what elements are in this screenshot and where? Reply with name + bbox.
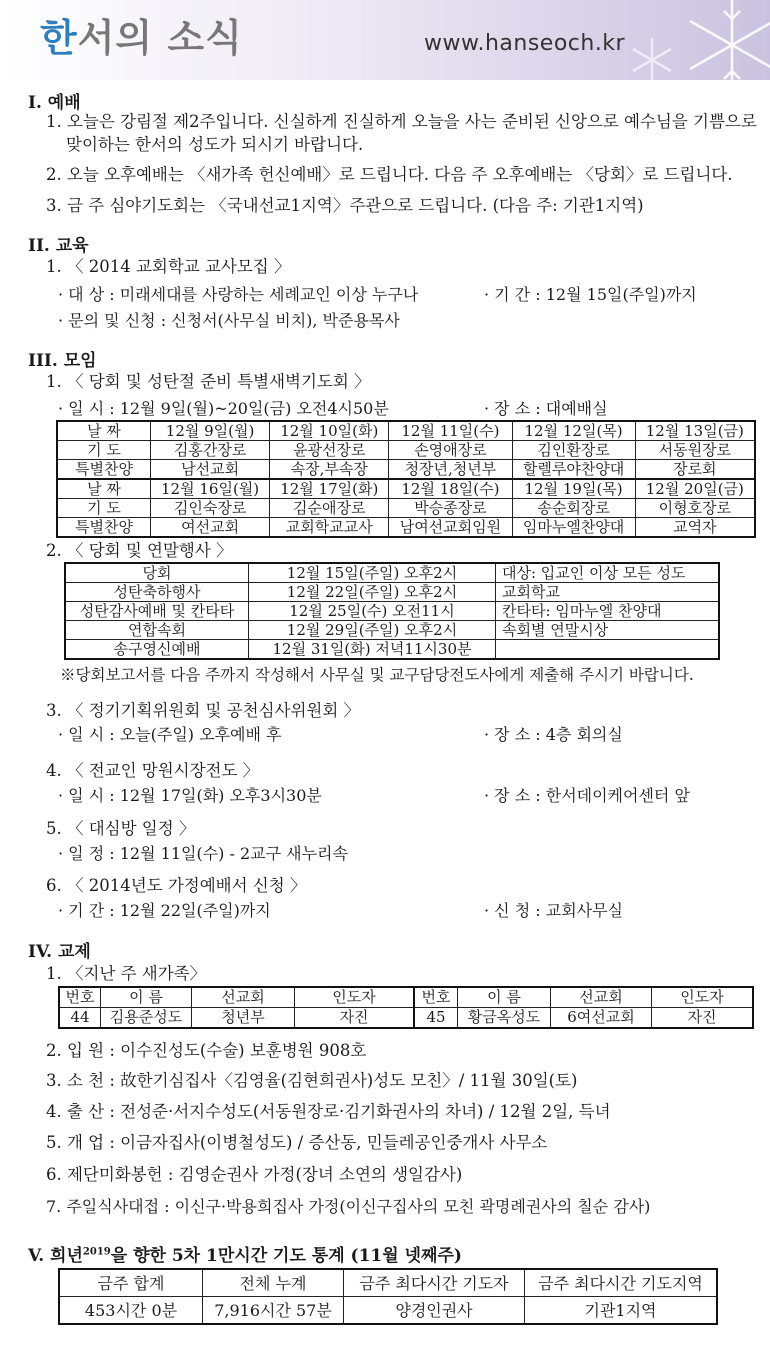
table-cell: 김용준성도 xyxy=(101,1008,192,1029)
section-heading-prayer-stats xyxy=(28,1241,462,1266)
table-cell: 청장년,청년부 xyxy=(389,460,512,480)
table-cell: 서동원장로 xyxy=(635,441,755,460)
table-cell: 송구영신예배 xyxy=(65,640,249,660)
year-end-events-table xyxy=(64,562,720,660)
table-cell: 12월 17일(화) xyxy=(270,479,389,499)
meeting-item-3: 3. 〈 정기기획위원회 및 공천심사위원회 〉 xyxy=(46,701,361,720)
table-cell: 남여선교회임원 xyxy=(389,518,512,538)
section-heading-education: II. 교육 xyxy=(28,236,89,256)
worship-item-2: 2. 오늘 오후예배는 〈새가족 헌신예배〉로 드립니다. 다음 주 오후예배는 〈당회〉로 드립니다. xyxy=(46,165,733,184)
table-cell: 금주 최다시간 기도지역 xyxy=(525,1269,718,1297)
prayer-heading-prefix: V. 희년 xyxy=(28,1246,83,1266)
table-cell: 교역자 xyxy=(635,518,755,538)
table-cell: 장로회 xyxy=(635,460,755,480)
fellowship-item-6: 6. 제단미화봉헌 : 김영순권사 가정(장녀 소연의 생일감사) xyxy=(46,1165,463,1184)
table-cell: 이 름 xyxy=(101,987,192,1008)
table-cell: 박승종장로 xyxy=(389,499,512,518)
table-row xyxy=(65,602,719,621)
table-row xyxy=(59,1297,717,1325)
table-cell: 12월 16일(월) xyxy=(151,479,270,499)
worship-item-1: 1. 오늘은 강림절 제2주입니다. 신실하게 진실하게 오늘을 사는 준비된 신앙으로 예수님을 기쁨으로 xyxy=(46,112,757,131)
table-cell: 자진 xyxy=(295,1008,415,1029)
table-cell: 칸타타: 임마누엘 찬양대 xyxy=(496,602,720,621)
table-cell: 대상: 입교인 이상 모든 성도 xyxy=(496,563,720,583)
table-cell: 번호 xyxy=(59,987,101,1008)
table-cell: 7,916시간 57분 xyxy=(203,1297,344,1325)
table-cell: 특별찬양 xyxy=(57,518,151,538)
new-members-table xyxy=(58,986,754,1029)
table-cell: 윤광선장로 xyxy=(270,441,389,460)
table-cell: 금주 합계 xyxy=(59,1269,203,1297)
fellowship-item-2: 2. 입 원 : 이수진성도(수술) 보훈병원 908호 xyxy=(46,1041,367,1060)
table-cell: 성탄감사예배 및 칸타타 xyxy=(65,602,249,621)
worship-item-1-cont: 맞이하는 한서의 성도가 되시기 바랍니다. xyxy=(66,135,364,154)
table-cell: 12월 10일(화) xyxy=(270,421,389,441)
education-contact: · 문의 및 신청 : 신청서(사무실 비치), 박준용목사 xyxy=(58,311,400,330)
table-cell: 청년부 xyxy=(192,1008,295,1029)
section-heading-fellowship: IV. 교제 xyxy=(28,942,91,962)
table-cell: 인도자 xyxy=(295,987,415,1008)
table-cell: 선교회 xyxy=(551,987,652,1008)
meeting-6-period: · 기 간 : 12월 22일(주일)까지 xyxy=(58,901,271,920)
table-cell: 번호 xyxy=(414,987,458,1008)
meeting-4-place: · 장 소 : 한서데이케어센터 앞 xyxy=(484,786,690,805)
table-cell: 기 도 xyxy=(57,441,151,460)
newsletter-header xyxy=(0,0,770,80)
table-row xyxy=(65,563,719,583)
table-row xyxy=(65,583,719,602)
table-row xyxy=(59,1008,753,1029)
table-cell: 12월 13일(금) xyxy=(635,421,755,441)
table-cell: 이형호장로 xyxy=(635,499,755,518)
report-submission-note: ※당회보고서를 다음 주까지 작성해서 사무실 및 교구담당전도사에게 제출해 주시기 바랍니다. xyxy=(60,666,694,684)
table-cell: 자진 xyxy=(652,1008,754,1029)
table-row xyxy=(57,479,755,499)
table-cell: 속장,부속장 xyxy=(270,460,389,480)
fellowship-item-3: 3. 소 천 : 故한기심집사〈김영율(김현희권사)성도 모친〉/ 11월 30일(토) xyxy=(46,1071,578,1090)
table-cell: 기관1지역 xyxy=(525,1297,718,1325)
table-cell: 인도자 xyxy=(652,987,754,1008)
table-cell: 김인숙장로 xyxy=(151,499,270,518)
table-cell: 양경인권사 xyxy=(344,1297,525,1325)
section-heading-meetings: III. 모임 xyxy=(28,351,97,371)
meeting-item-2: 2. 〈 당회 및 연말행사 〉 xyxy=(46,541,233,560)
prayer-heading-year: 2019 xyxy=(82,1246,111,1258)
fellowship-item-5: 5. 개 업 : 이금자집사(이병철성도) / 증산동, 민들레공인중개사 사무소 xyxy=(46,1133,548,1152)
table-cell: 교회학교교사 xyxy=(270,518,389,538)
table-cell: 12월 20일(금) xyxy=(635,479,755,499)
table-cell: 성탄축하행사 xyxy=(65,583,249,602)
table-cell: 12월 29일(주일) 오후2시 xyxy=(249,621,496,640)
table-cell: 12월 25일(수) 오전11시 xyxy=(249,602,496,621)
table-cell: 손영애장로 xyxy=(389,441,512,460)
meeting-6-apply: · 신 청 : 교회사무실 xyxy=(484,901,624,920)
table-cell: 특별찬양 xyxy=(57,460,151,480)
meeting-3-place: · 장 소 : 4층 회의실 xyxy=(484,725,623,744)
table-cell: 44 xyxy=(59,1008,101,1029)
table-cell xyxy=(496,640,720,660)
snowflake-icon xyxy=(612,0,770,80)
meeting-5-schedule: · 일 정 : 12월 11일(수) - 2교구 새누리속 xyxy=(58,844,348,863)
table-cell: 12월 31일(화) 저녁11시30분 xyxy=(249,640,496,660)
table-cell: 당회 xyxy=(65,563,249,583)
meeting-item-6: 6. 〈 2014년도 가정예배서 신청 〉 xyxy=(46,876,307,895)
table-row xyxy=(57,421,755,441)
meeting-item-5: 5. 〈 대심방 일정 〉 xyxy=(46,819,196,838)
dawn-prayer-schedule-table xyxy=(56,420,756,538)
table-cell: 기 도 xyxy=(57,499,151,518)
table-row xyxy=(59,1269,717,1297)
table-cell: 교회학교 xyxy=(496,583,720,602)
table-cell: 할렐루야찬양대 xyxy=(512,460,635,480)
meeting-item-4: 4. 〈 전교인 망원시장전도 〉 xyxy=(46,761,260,780)
table-cell: 12월 18일(수) xyxy=(389,479,512,499)
table-cell: 45 xyxy=(414,1008,458,1029)
education-target: · 대 상 : 미래세대를 사랑하는 세례교인 이상 누구나 xyxy=(58,285,419,304)
education-period: · 기 간 : 12월 15일(주일)까지 xyxy=(484,285,697,304)
fellowship-item-7: 7. 주일식사대접 : 이신구·박용희집사 가정(이신구집사의 모친 곽명례권사의 칠순 감사) xyxy=(46,1197,651,1216)
table-cell: 날 짜 xyxy=(57,479,151,499)
table-row xyxy=(57,518,755,538)
table-cell: 12월 22일(주일) 오후2시 xyxy=(249,583,496,602)
fellowship-item-4: 4. 출 산 : 전성준·서지수성도(서동원장로·김기화권사의 차녀) / 12월 2일, 득녀 xyxy=(46,1102,611,1121)
table-cell: 12월 12일(목) xyxy=(512,421,635,441)
table-cell: 임마누엘찬양대 xyxy=(512,518,635,538)
meeting-4-time: · 일 시 : 12월 17일(화) 오후3시30분 xyxy=(58,786,322,805)
education-item-1: 1. 〈 2014 교회학교 교사모집 〉 xyxy=(46,257,291,276)
table-cell: 연합속회 xyxy=(65,621,249,640)
table-cell: 선교회 xyxy=(192,987,295,1008)
table-cell: 12월 11일(수) xyxy=(389,421,512,441)
table-cell: 6여선교회 xyxy=(551,1008,652,1029)
meeting-1-place: · 장 소 : 대예배실 xyxy=(484,399,608,418)
fellowship-item-1: 1. 〈지난 주 새가족〉 xyxy=(46,964,207,983)
table-cell: 속회별 연말시상 xyxy=(496,621,720,640)
prayer-heading-text: 을 향한 5차 1만시간 기도 통계 (11월 넷째주) xyxy=(110,1246,462,1266)
table-cell: 여선교회 xyxy=(151,518,270,538)
worship-item-3: 3. 금 주 심야기도회는 〈국내선교1지역〉주관으로 드립니다. (다음 주: 기관1지역) xyxy=(46,196,644,215)
table-row xyxy=(65,640,719,660)
table-row xyxy=(57,441,755,460)
table-cell: 453시간 0분 xyxy=(59,1297,203,1325)
section-heading-worship: I. 예배 xyxy=(28,93,81,113)
meeting-item-1: 1. 〈 당회 및 성탄절 준비 특별새벽기도회 〉 xyxy=(46,372,371,391)
church-website-url[interactable]: www.hanseoch.kr xyxy=(424,31,626,56)
table-cell: 이 름 xyxy=(458,987,551,1008)
table-cell: 12월 19일(목) xyxy=(512,479,635,499)
table-cell: 김순애장로 xyxy=(270,499,389,518)
prayer-statistics-table xyxy=(58,1268,718,1325)
table-cell: 12월 15일(주일) 오후2시 xyxy=(249,563,496,583)
table-cell: 김인환장로 xyxy=(512,441,635,460)
table-row xyxy=(65,621,719,640)
table-cell: 남선교회 xyxy=(151,460,270,480)
table-row xyxy=(57,460,755,480)
table-cell: 날 짜 xyxy=(57,421,151,441)
table-cell: 12월 9일(월) xyxy=(151,421,270,441)
meeting-3-time: · 일 시 : 오늘(주일) 오후예배 후 xyxy=(58,725,282,744)
table-row xyxy=(59,987,753,1008)
newsletter-title: 한서의 소식 xyxy=(40,16,243,60)
table-cell: 황금옥성도 xyxy=(458,1008,551,1029)
table-cell: 전체 누계 xyxy=(203,1269,344,1297)
table-cell: 김홍간장로 xyxy=(151,441,270,460)
table-row xyxy=(57,499,755,518)
table-cell: 금주 최다시간 기도자 xyxy=(344,1269,525,1297)
meeting-1-time: · 일 시 : 12월 9일(월)~20일(금) 오전4시50분 xyxy=(58,399,389,418)
table-cell: 송순회장로 xyxy=(512,499,635,518)
